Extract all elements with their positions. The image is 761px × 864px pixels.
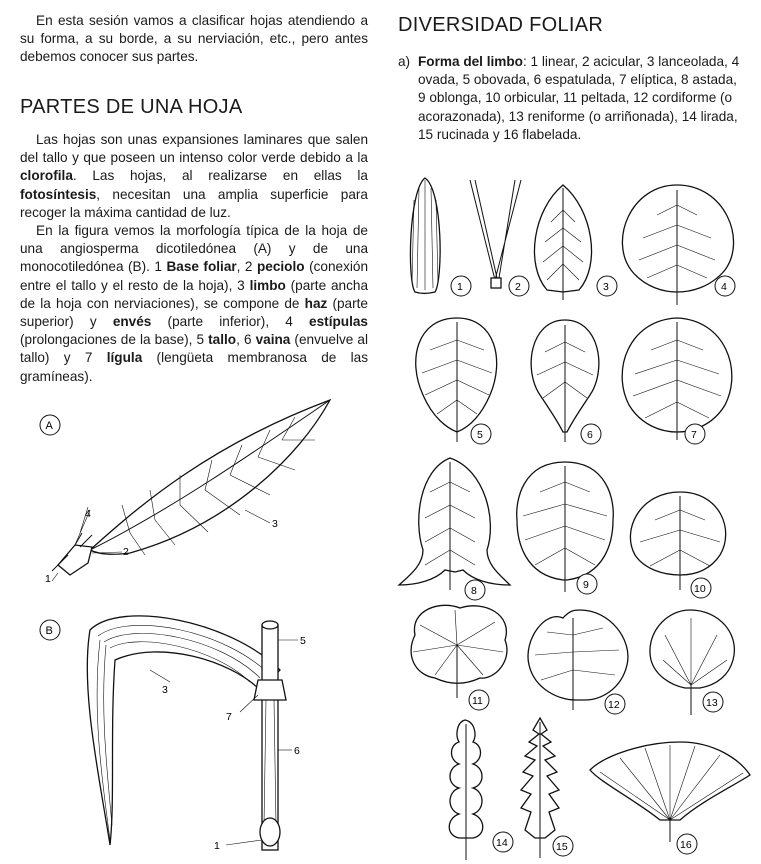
item-marker: a) bbox=[398, 54, 411, 69]
shape-list-text: Forma del limbo: 1 linear, 2 acicular, 3 lanceolada, 4 ovada, 5 obovada, 6 espatulada, 7 elíptica, 8 astada, 9 oblonga, 10 orbicular, 11 peltada, 12 cordiforme (o acorazonada), 13 reniforme (o arriñonada), 14 lirada, 15 rucinada y 16 flabelada. bbox=[418, 54, 740, 142]
morphology-paragraph: En la figura vemos la morfología típica de la hoja de una angiosperma dicotiledónea (A) y de una monocotiledónea (B). 1 Base foliar, 2 peciolo (conexión entre el tallo y el resto de la hoja), 3 limbo (parte ancha de la hoja con nerviaciones), se compone de haz (parte superior) y envés (parte inferior), 4 estípulas (prolongaciones de la base), 5 tallo, 6 vaina (envuelve al tallo) y 7 lígula (lengüeta membranosa de las gramíneas). bbox=[20, 223, 369, 384]
intro-paragraph: En esta sesión vamos a clasificar hojas atendiendo a su forma, a su borde, a su nerviación, etc., pero antes debemos conocer sus partes. bbox=[20, 13, 368, 65]
leaf-number-1: 1 bbox=[457, 281, 463, 293]
leaf-number-8: 8 bbox=[471, 585, 477, 597]
leaf-4-ovate bbox=[622, 185, 735, 305]
leaf-number-10: 10 bbox=[694, 583, 706, 595]
leaf-number-12: 12 bbox=[608, 699, 620, 711]
figure-b-number-6: 6 bbox=[294, 745, 300, 757]
leaf-number-16: 16 bbox=[680, 839, 692, 851]
leaf-8-hastate bbox=[399, 458, 510, 600]
leaf-2-acicular bbox=[470, 180, 529, 296]
figure-b-number-7: 7 bbox=[226, 711, 232, 723]
diversity-section-title: DIVERSIDAD FOLIAR bbox=[398, 14, 604, 36]
leaf-5-obovate bbox=[416, 318, 497, 444]
leaf-number-15: 15 bbox=[556, 841, 568, 853]
figure-a-number-2: 2 bbox=[123, 546, 129, 558]
leaf-number-7: 7 bbox=[691, 429, 697, 441]
figure-a-label: A bbox=[45, 420, 53, 432]
shape-list-item bbox=[398, 53, 746, 144]
figure-b-number-5: 5 bbox=[300, 635, 306, 647]
figure-a-number-1: 1 bbox=[45, 573, 51, 585]
figure-b-monocot-leaf bbox=[30, 600, 370, 860]
leaf-number-14: 14 bbox=[496, 837, 508, 849]
parts-section-title: PARTES DE UNA HOJA bbox=[20, 96, 243, 118]
leaf-14-lyrate bbox=[449, 720, 513, 860]
leaf-7-elliptic bbox=[622, 318, 732, 444]
leaf-12-cordate bbox=[528, 610, 628, 714]
figure-b-label: B bbox=[45, 625, 53, 637]
figure-a-number-3: 3 bbox=[272, 518, 278, 530]
leaf-13-reniform bbox=[650, 610, 734, 715]
leaf-10-orbicular bbox=[630, 492, 725, 598]
figure-a-number-4: 4 bbox=[85, 508, 91, 520]
leaf-number-2: 2 bbox=[515, 281, 521, 293]
leaf-number-5: 5 bbox=[477, 429, 483, 441]
leaf-11-peltate bbox=[411, 605, 507, 710]
leaf-9-oblong bbox=[517, 462, 614, 594]
leaf-6-spatulate bbox=[531, 320, 601, 444]
leaf-3-lanceolate bbox=[534, 185, 617, 300]
leaf-description-paragraph: Las hojas son unas expansiones laminares que salen del tallo y que poseen un intenso color verde debido a la clorofila. Las hojas, al realizarse en ellas la fotosíntesis, necesitan una amplia superficie para recoger la máxima cantidad de luz. bbox=[20, 132, 368, 220]
leaf-number-4: 4 bbox=[721, 281, 727, 293]
figure-a-dicot-leaf bbox=[30, 395, 370, 595]
leaf-number-9: 9 bbox=[583, 579, 589, 591]
leaf-15-runcinate bbox=[521, 718, 573, 858]
figure-b-number-3: 3 bbox=[162, 684, 168, 696]
leaf-number-11: 11 bbox=[472, 695, 483, 707]
leaf-number-13: 13 bbox=[706, 697, 718, 709]
leaf-16-flabellate bbox=[590, 742, 750, 854]
figure-b-number-1: 1 bbox=[214, 840, 220, 852]
leaf-1-linear bbox=[410, 178, 471, 296]
leaf-number-6: 6 bbox=[587, 429, 593, 441]
leaf-number-3: 3 bbox=[603, 281, 609, 293]
leaf-shapes-figure bbox=[395, 170, 761, 864]
